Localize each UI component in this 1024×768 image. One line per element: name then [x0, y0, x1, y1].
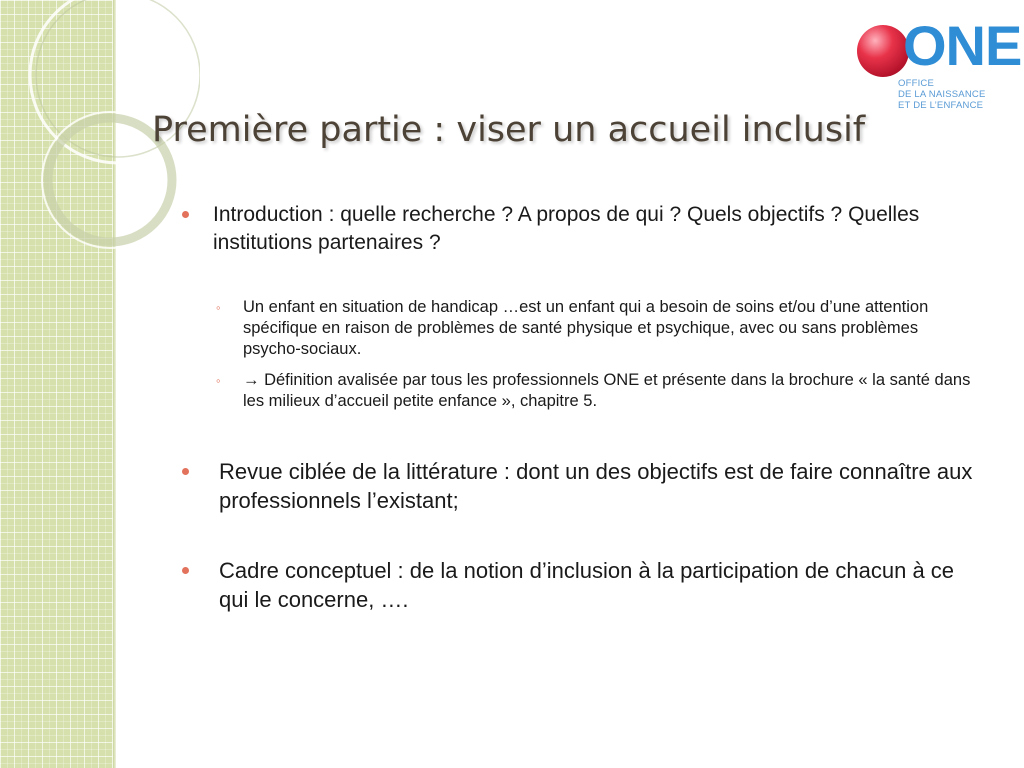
bullet-revue-litterature: [182, 457, 982, 515]
arrow-right-icon: →: [243, 371, 260, 389]
logo-subtitle-line-3: ET DE L’ENFANCE: [898, 100, 984, 111]
subbullet-text-wrapper: [243, 370, 976, 412]
subbullet-text: Un enfant en situation de handicap …est un enfant qui a besoin de soins et/ou d’une attention spécifique en raison de problèmes de santé physique et psychique, avec ou sans problèmes psycho-sociaux.: [243, 298, 929, 358]
subbullet-marker-icon: ◦: [216, 300, 221, 315]
subbullet-definition-validated: [216, 370, 976, 412]
bullet-dot-icon: [182, 567, 189, 574]
bullet-introduction: [182, 201, 1002, 257]
bullet-dot-icon: [182, 211, 189, 218]
bullet-dot-icon: [182, 468, 189, 475]
subbullet-definition-handicap: [216, 297, 976, 360]
bullet-cadre-conceptuel: [182, 556, 982, 614]
subbullet-text: Définition avalisée par tous les professionnels ONE et présente dans la brochure « la santé dans les milieux d’accueil petite enfance », chapitre 5.: [243, 371, 971, 410]
logo-subtitle-line-2: DE LA NAISSANCE: [898, 89, 986, 100]
bullet-text: Cadre conceptuel : de la notion d’inclusion à la participation de chacun à ce qui le concerne, ….: [219, 558, 955, 612]
subbullet-marker-icon: ◦: [216, 373, 221, 388]
bullet-text: Revue ciblée de la littérature : dont un des objectifs est de faire connaître aux professionnels l’existant;: [219, 459, 973, 513]
bullet-text: Introduction : quelle recherche ? A propos de qui ? Quels objectifs ? Quelles institutions partenaires ?: [213, 203, 920, 254]
slide-title: Première partie : viser un accueil inclusif: [152, 110, 866, 150]
logo-subtitle-line-1: OFFICE: [898, 78, 935, 89]
logo-wordmark: ONE: [903, 14, 1022, 77]
